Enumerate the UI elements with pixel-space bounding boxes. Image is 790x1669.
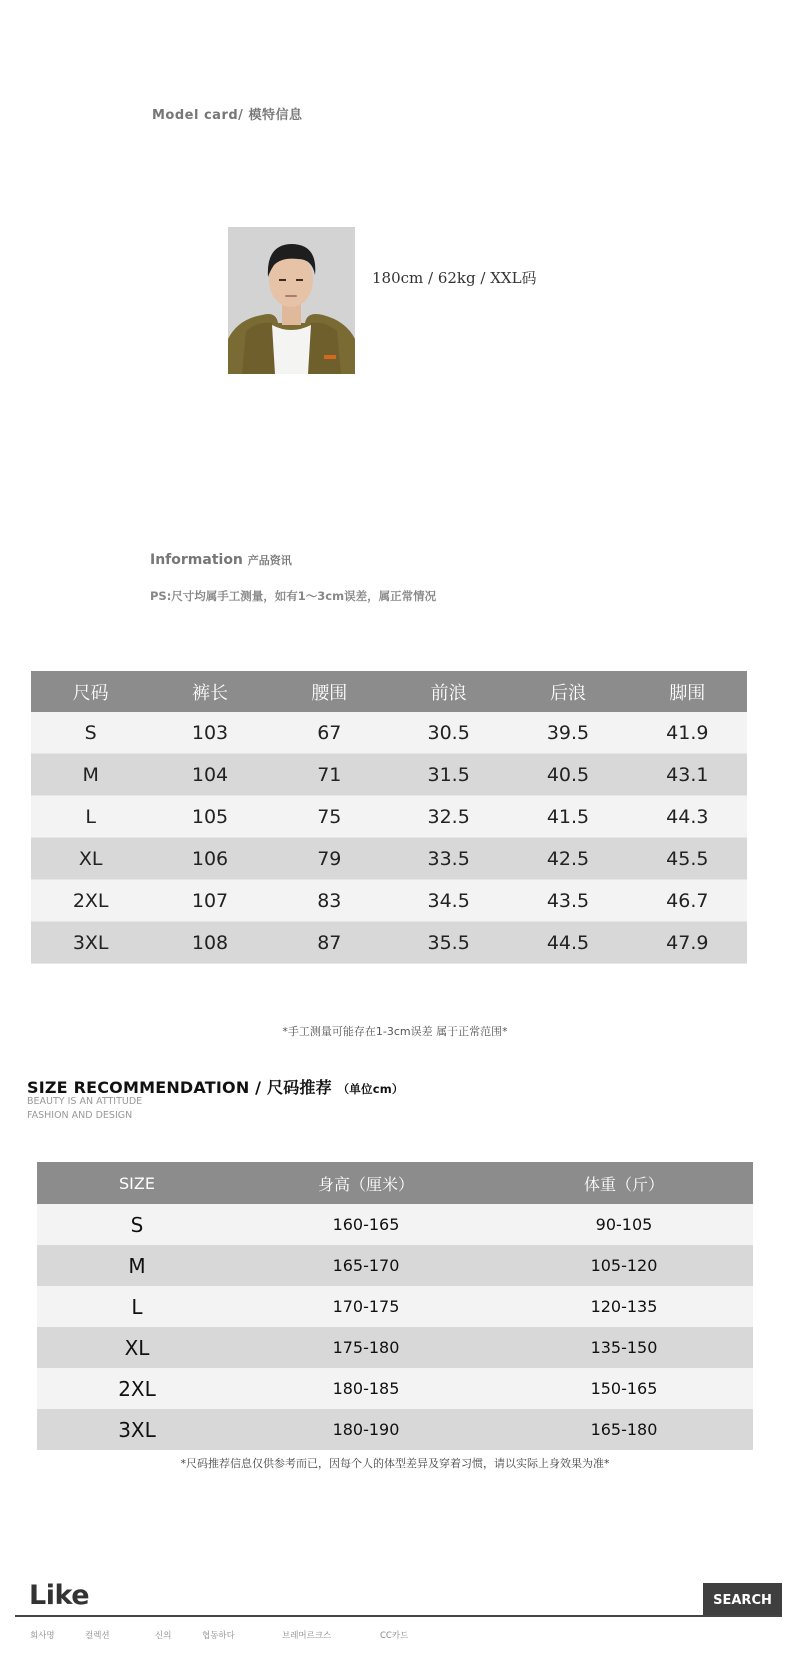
column-header: 体重（斤） <box>495 1162 753 1204</box>
recommendation-note: *尺码推荐信息仅供参考而已，因每个人的体型差异及穿着习惯，请以实际上身效果为准* <box>180 1457 610 1470</box>
table-cell: 2XL <box>31 880 150 922</box>
table-cell: 120-135 <box>495 1286 753 1327</box>
model-photo-illustration <box>228 227 355 374</box>
model-stats: 180cm / 62kg / XXL码 <box>372 269 537 287</box>
column-header: 前浪 <box>389 671 508 712</box>
footer-link[interactable]: CC카드 <box>380 1631 409 1641</box>
size-recommendation-unit: （单位cm） <box>337 1082 404 1096</box>
table-row <box>31 838 747 880</box>
table-cell: M <box>37 1245 237 1286</box>
column-header: 裤长 <box>150 671 269 712</box>
footer-link[interactable]: 브레머르크스 <box>282 1631 332 1641</box>
table-cell: 165-170 <box>237 1245 495 1286</box>
table-cell: 30.5 <box>389 712 508 754</box>
tagline-1: BEAUTY IS AN ATTITUDE <box>27 1096 143 1107</box>
table-cell: 43.1 <box>628 754 747 796</box>
table-cell: 44.3 <box>628 796 747 838</box>
table-cell: 180-185 <box>237 1368 495 1409</box>
model-card-title: Model card/ 模特信息 <box>152 108 303 123</box>
footer-link[interactable]: 회사명 <box>30 1631 55 1641</box>
table-cell: 34.5 <box>389 880 508 922</box>
table-row <box>31 880 747 922</box>
brand-logo[interactable]: Like <box>29 1580 90 1611</box>
table-cell: 150-165 <box>495 1368 753 1409</box>
table-cell: 31.5 <box>389 754 508 796</box>
table-row <box>31 796 747 838</box>
table-cell: 87 <box>270 922 389 964</box>
table-row <box>31 712 747 754</box>
table-cell: S <box>37 1204 237 1245</box>
table-cell: 41.9 <box>628 712 747 754</box>
footer-divider <box>15 1615 781 1617</box>
footer-link[interactable]: 컬렉션 <box>85 1631 110 1641</box>
footer-link[interactable]: 신의 <box>155 1631 172 1641</box>
table-row <box>31 922 747 964</box>
column-header: 腰围 <box>270 671 389 712</box>
table-cell: 105 <box>150 796 269 838</box>
column-header: 尺码 <box>31 671 150 712</box>
table-cell: 44.5 <box>508 922 627 964</box>
table-cell: 32.5 <box>389 796 508 838</box>
table-row <box>37 1286 753 1327</box>
table-cell: 175-180 <box>237 1327 495 1368</box>
search-button[interactable]: SEARCH <box>703 1583 782 1617</box>
table-cell: L <box>37 1286 237 1327</box>
size-chart-note: *手工测量可能存在1-3cm误差 属于正常范围* <box>282 1025 508 1038</box>
table-row <box>37 1245 753 1286</box>
table-row <box>37 1204 753 1245</box>
table-cell: 45.5 <box>628 838 747 880</box>
column-header: 后浪 <box>508 671 627 712</box>
recommendation-header-row <box>37 1162 753 1204</box>
table-cell: 83 <box>270 880 389 922</box>
table-cell: 79 <box>270 838 389 880</box>
table-cell: 107 <box>150 880 269 922</box>
column-header: 身高（厘米） <box>237 1162 495 1204</box>
table-cell: 165-180 <box>495 1409 753 1450</box>
table-cell: 71 <box>270 754 389 796</box>
table-cell: 3XL <box>37 1409 237 1450</box>
tagline-2: FASHION AND DESIGN <box>27 1110 133 1121</box>
table-cell: 75 <box>270 796 389 838</box>
table-cell: 170-175 <box>237 1286 495 1327</box>
table-cell: 42.5 <box>508 838 627 880</box>
table-cell: M <box>31 754 150 796</box>
measurement-note: PS:尺寸均属手工测量，如有1～3cm误差，属正常情况 <box>150 589 437 603</box>
table-cell: XL <box>31 838 150 880</box>
table-cell: 46.7 <box>628 880 747 922</box>
table-cell: 106 <box>150 838 269 880</box>
table-cell: 105-120 <box>495 1245 753 1286</box>
information-title-cn: 产品资讯 <box>247 554 292 567</box>
table-cell: 180-190 <box>237 1409 495 1450</box>
table-cell: 40.5 <box>508 754 627 796</box>
column-header: SIZE <box>37 1162 237 1204</box>
table-cell: 35.5 <box>389 922 508 964</box>
table-cell: L <box>31 796 150 838</box>
footer-link[interactable]: 협동하다 <box>202 1631 235 1641</box>
table-cell: 90-105 <box>495 1204 753 1245</box>
table-cell: 160-165 <box>237 1204 495 1245</box>
table-cell: 108 <box>150 922 269 964</box>
information-title <box>150 552 292 568</box>
table-cell: S <box>31 712 150 754</box>
information-title-en: Information <box>150 552 243 568</box>
table-row <box>37 1368 753 1409</box>
table-row <box>31 754 747 796</box>
table-cell: 2XL <box>37 1368 237 1409</box>
table-row <box>37 1327 753 1368</box>
table-cell: 33.5 <box>389 838 508 880</box>
table-cell: 39.5 <box>508 712 627 754</box>
table-cell: 47.9 <box>628 922 747 964</box>
table-cell: 3XL <box>31 922 150 964</box>
table-cell: 43.5 <box>508 880 627 922</box>
size-chart-table <box>31 671 747 964</box>
table-cell: XL <box>37 1327 237 1368</box>
size-recommendation-title <box>27 1075 404 1098</box>
table-row <box>37 1409 753 1450</box>
size-recommendation-heading: SIZE RECOMMENDATION / 尺码推荐 <box>27 1078 332 1097</box>
table-cell: 103 <box>150 712 269 754</box>
table-cell: 41.5 <box>508 796 627 838</box>
table-cell: 67 <box>270 712 389 754</box>
table-cell: 104 <box>150 754 269 796</box>
table-cell: 135-150 <box>495 1327 753 1368</box>
size-recommendation-table <box>37 1162 753 1450</box>
column-header: 脚围 <box>628 671 747 712</box>
model-photo <box>228 227 355 374</box>
size-chart-header-row <box>31 671 747 712</box>
